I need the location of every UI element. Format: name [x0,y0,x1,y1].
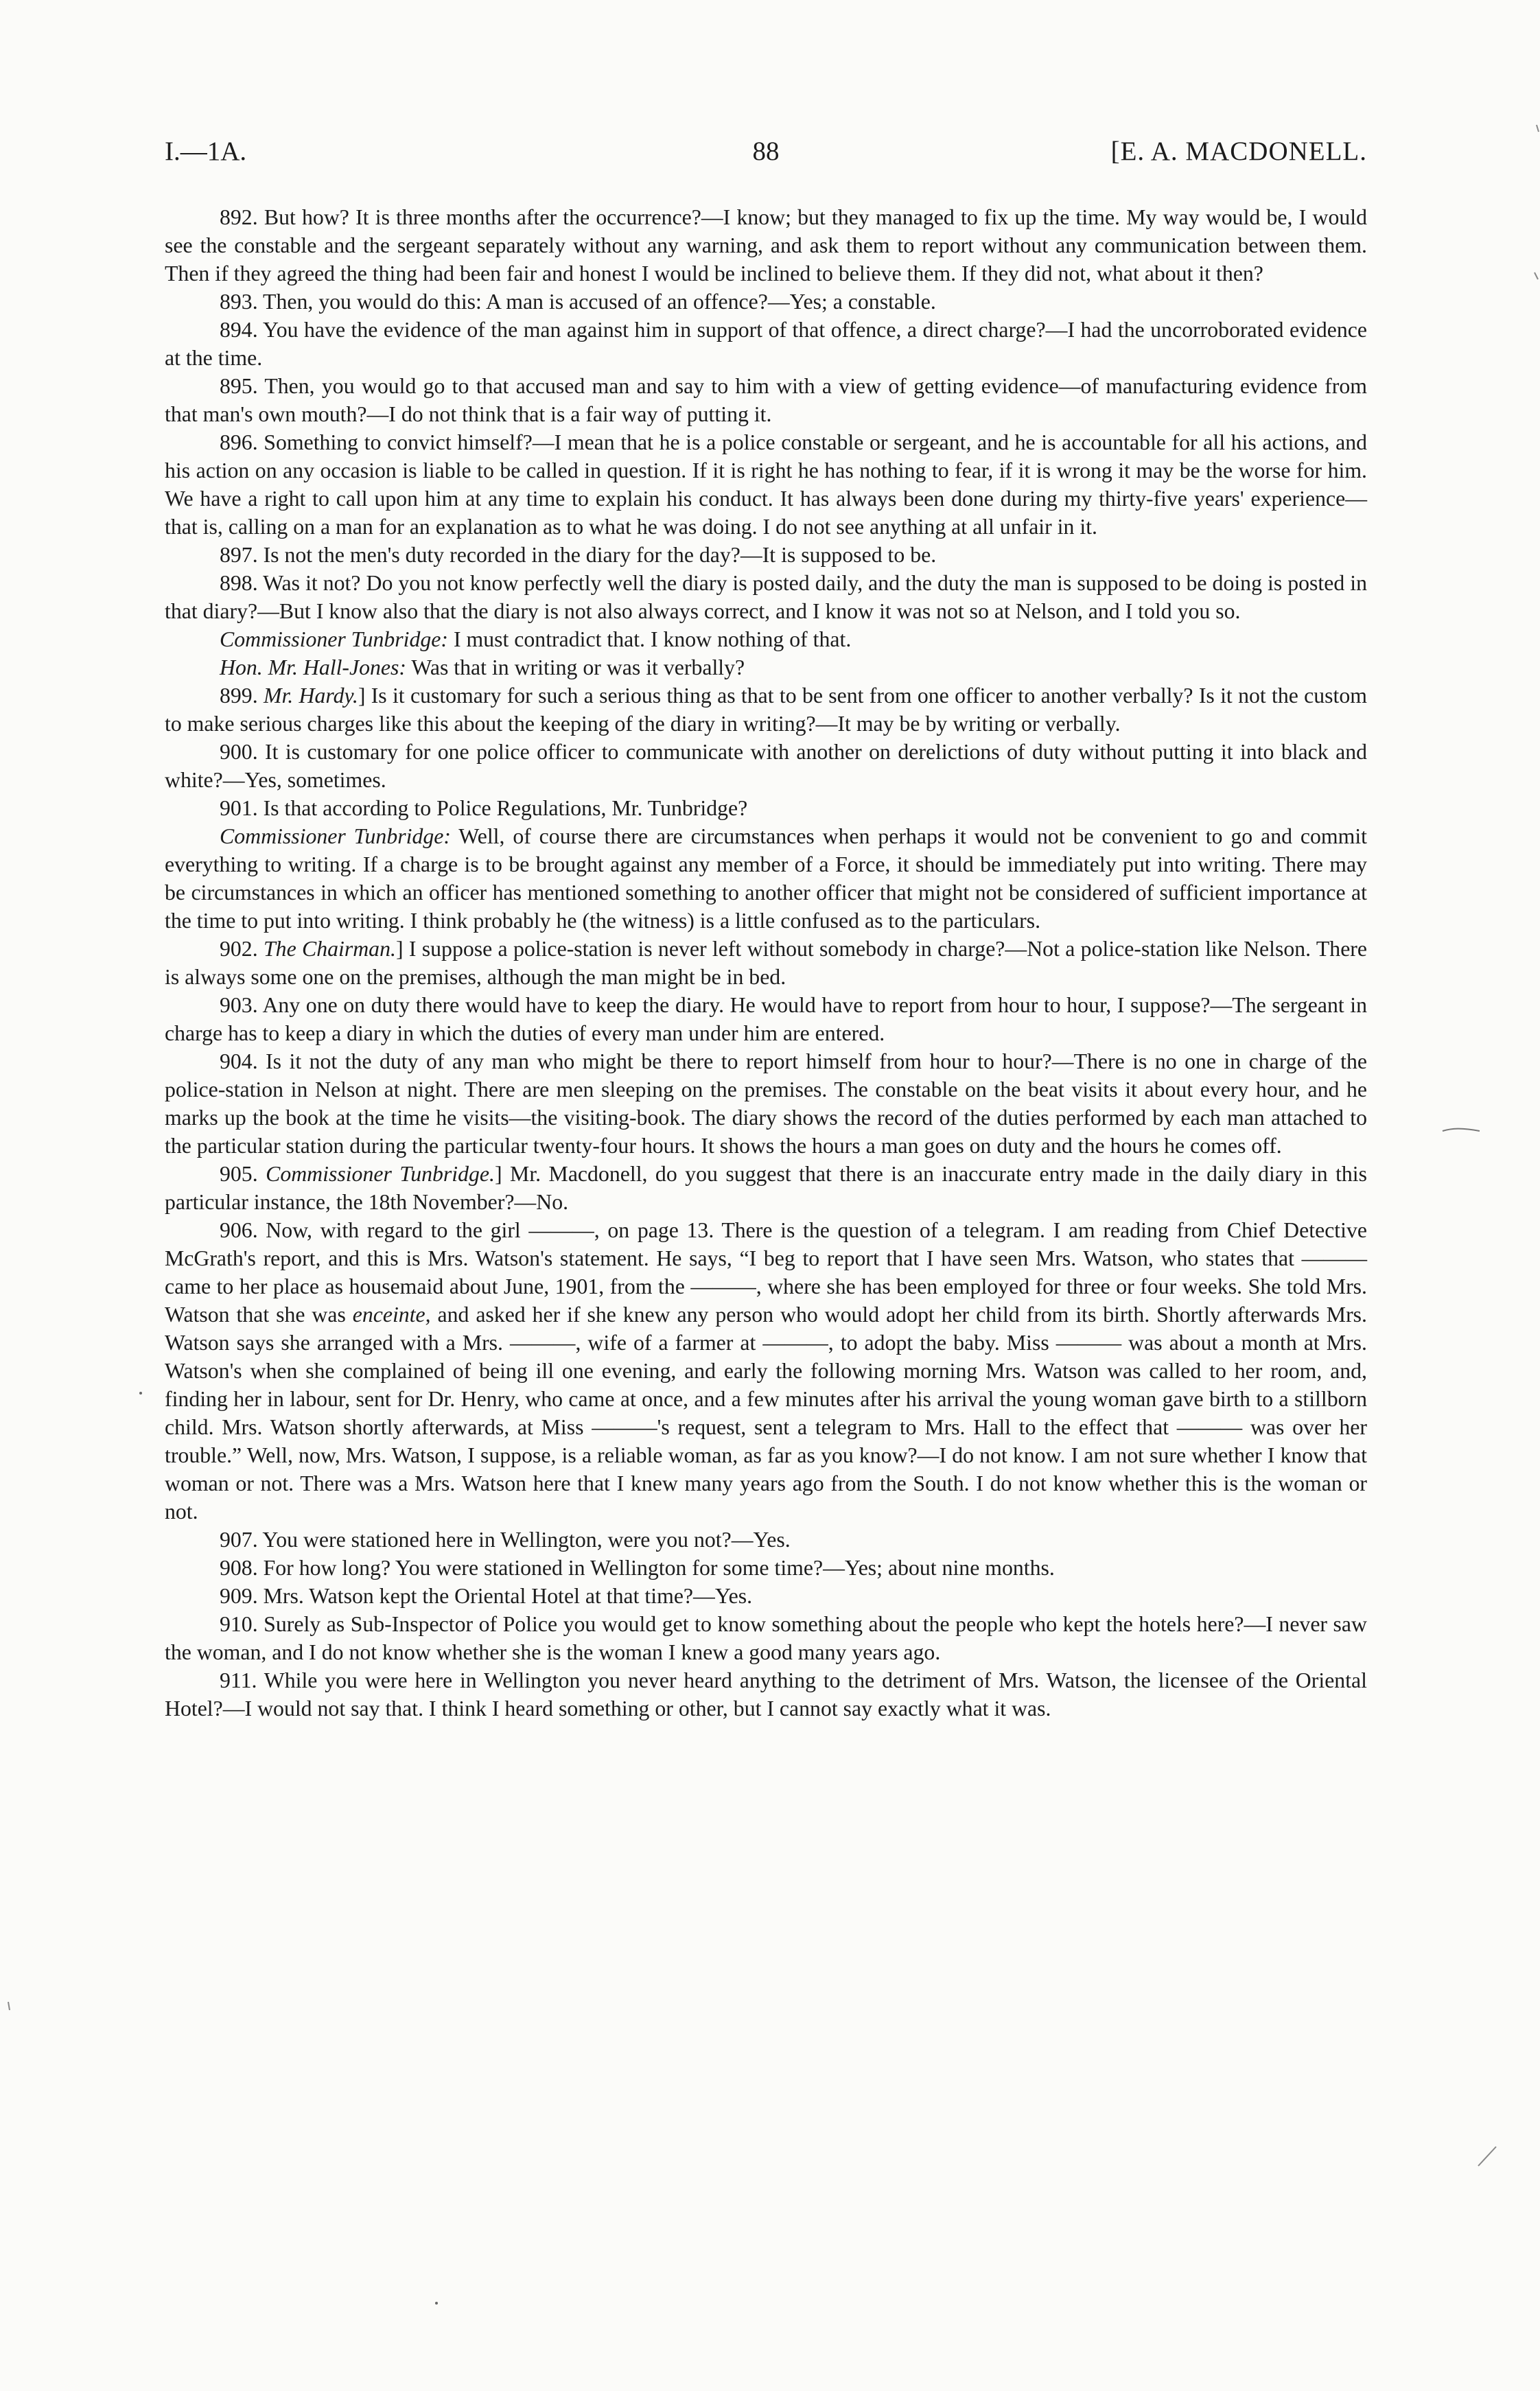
paragraph-text-continued: ] Mr. Macdonell, do you suggest that there is an inaccurate entry made in the daily diary in this particular instance, the 18th November?—No. [165,1162,1368,1214]
testimony-paragraph [165,569,1367,625]
scan-mark-left-2 [5,2001,12,2011]
testimony-paragraph [165,1160,1367,1216]
paragraph-text: 902. [220,937,264,961]
scan-mark-right-3 [1536,124,1540,135]
paragraph-text: 893. Then, you would do this: A man is accused of an offence?—Yes; a constable. [220,290,936,314]
parliamentary-paper-reference: I.—1A. [165,137,247,166]
paragraph-text: 904. Is it not the duty of any man who might be there to report himself from hour to hour?—There is no one in charge of the police-station in Nelson at night. There are men sleeping on the premises. The constable on the beat visits it about every hour, and he marks up the book at the time he visits—the visiting-book. The diary shows the record of the duties performed by each man attached to the particular station during the particular twenty-four hours. It shows the hours a man goes on duty and the hours he comes off. [165,1049,1367,1158]
speaker-or-emphasis: Commissioner Tunbridge. [266,1162,495,1186]
testimony-paragraph [165,935,1367,991]
paragraph-text: 911. While you were here in Wellington you never heard anything to the detriment of Mrs. Watson, the licensee of the Oriental Hotel?—I would not say that. I think I heard something or other, but I cannot say exactly what it was. [165,1668,1367,1721]
paragraph-text-continued: I must contradict that. I know nothing of that. [448,627,852,651]
testimony-paragraph [165,316,1367,372]
testimony-paragraph [165,738,1367,794]
paragraph-text-continued: and asked her if she knew any person who would adopt her child from its birth. Shortly afterwards Mrs. Watson says she arranged with a Mrs. ———, wife of a farmer at ———, to adopt the baby. Miss ——— was about a month at Mrs. Watson's when she complained of being ill one evening, and early the following morning Mrs. Watson was called to her room, and, finding her in labour, sent for Dr. Henry, who came at once, and a few minutes after his arrival the young woman gave birth to a stillborn child. Mrs. Watson shortly afterwards, at Miss ———'s request, sent a telegram to Mrs. Hall to the effect that ——— was over her trouble.” Well, now, Mrs. Watson, I suppose, is a reliable woman, as far as you know?—I do not know. I am not sure whether I know that woman or not. There was a Mrs. Watson here that I knew many years ago from the South. I do not know whether this is the woman or not. [165,1303,1367,1524]
testimony-paragraph [165,1554,1367,1582]
paragraph-text: 906. Now, with regard to the girl ———, on page 13. There is the question of a telegram. I am reading from Chief Detective McGrath's report, and this is Mrs. Watson's statement. He says, “I beg to report that I have seen Mrs. Watson, who states that ——— came to her place as housemaid about June, 1901, from the ———, where she has been employed for three or four weeks. She told Mrs. Watson that she was [165,1218,1367,1327]
paragraph-text-continued: Was that in writing or was it verbally? [406,655,745,679]
testimony-paragraph [165,1047,1367,1160]
paragraph-text: 896. Something to convict himself?—I mean that he is a police constable or sergeant, and he is accountable for all his actions, and his action on any occasion is liable to be called in question. If it is right he has nothing to fear, if it is wrong it may be the worse for him. We have a right to call upon him at any time to explain his conduct. It has always been done during my thirty-five years' experience—that is, calling on a man for an explanation as to what he was doing. I do not see anything at all unfair in it. [165,430,1367,539]
paragraph-text: 903. Any one on duty there would have to keep the diary. He would have to report from hour to hour, I suppose?—The sergeant in charge has to keep a diary in which the duties of every man under him are entered. [165,993,1367,1045]
paragraph-text: 907. You were stationed here in Wellington, were you not?—Yes. [220,1528,791,1552]
testimony-paragraph [165,288,1367,316]
speaker-or-emphasis: enceinte, [352,1303,431,1327]
scan-mark-bottom [432,2299,441,2307]
paragraph-text: 892. But how? It is three months after the occurrence?—I know; but they managed to fix up the time. My way would be, I would see the constable and the sergeant separately without any warning, and ask them to report without any communication between them. Then if they agreed the thing had been fair and honest I would be inclined to believe them. If they did not, what about it then? [165,205,1367,285]
paragraph-text-continued: ] I suppose a police-station is never left without somebody in charge?—Not a police-station like Nelson. There is always some one on the premises, although the man might be in bed. [165,937,1368,989]
testimony-paragraph [165,1582,1367,1610]
page-header [165,135,1367,169]
testimony-paragraph [165,203,1367,288]
document-body [165,203,1367,1723]
testimony-paragraph [165,991,1367,1047]
paragraph-text: 900. It is customary for one police officer to communicate with another on derelictions of duty without putting it into black and white?—Yes, sometimes. [165,740,1367,792]
paragraph-text: 898. Was it not? Do you not know perfectly well the diary is posted daily, and the duty the man is supposed to be doing is posted in that diary?—But I know also that the diary is not also always correct, and I know it was not so at Nelson, and I told you so. [165,571,1367,623]
paragraph-text: 897. Is not the men's duty recorded in the diary for the day?—It is supposed to be. [220,543,937,567]
paragraph-text: 899. [220,684,264,708]
scan-mark-right-4 [1534,271,1539,282]
scan-mark-right-2 [1475,2141,1503,2169]
testimony-paragraph [165,428,1367,541]
paragraph-text: 901. Is that according to Police Regulations, Mr. Tunbridge? [220,796,748,820]
testimony-paragraph [165,625,1367,653]
scan-mark-right-1 [1441,1125,1482,1135]
speaker-or-emphasis: Commissioner Tunbridge: [220,824,451,848]
speaker-or-emphasis: The Chairman. [263,937,396,961]
paragraph-text: 908. For how long? You were stationed in Wellington for some time?—Yes; about nine months. [220,1556,1055,1580]
paragraph-text: 905. [220,1162,266,1186]
testimony-paragraph [165,822,1367,935]
testimony-paragraph [165,681,1367,738]
speaker-or-emphasis: Commissioner Tunbridge: [220,627,449,651]
paragraph-text: 895. Then, you would go to that accused man and say to him with a view of getting evidence—of manufacturing evidence from that man's own mouth?—I do not think that is a fair way of putting it. [165,374,1367,426]
speaker-or-emphasis: Hon. Mr. Hall-Jones: [220,655,406,679]
testimony-paragraph [165,1610,1367,1666]
testimony-paragraph [165,1216,1367,1526]
paragraph-text-continued: ] Is it customary for such a serious thing as that to be sent from one officer to another verbally? Is it not the custom to make serious charges like this about the keeping of the diary in writing?—It may be by writing or verbally. [165,684,1368,736]
testimony-paragraph [165,1666,1367,1723]
paragraph-text: 910. Surely as Sub-Inspector of Police you would get to know something about the people who kept the hotels here?—I never saw the woman, and I do not know whether she is the woman I knew a good many years ago. [165,1612,1367,1664]
paragraph-text: 909. Mrs. Watson kept the Oriental Hotel at that time?—Yes. [220,1584,753,1608]
speaker-or-emphasis: Mr. Hardy. [263,684,358,708]
testimony-paragraph [165,653,1367,681]
testimony-paragraph [165,541,1367,569]
testimony-paragraph [165,1526,1367,1554]
testimony-paragraph [165,794,1367,822]
scan-mark-left-1 [137,1390,144,1397]
page-number: 88 [752,137,780,166]
witness-name: [E. A. MACDONELL. [1110,137,1367,166]
paragraph-text-continued: Well, of course there are circumstances when perhaps it would not be convenient to go and commit everything to writing. If a charge is to be brought against any member of a Force, it should be immediately put into writing. There may be circumstances in which an officer has mentioned something to another officer that might not be considered of sufficient importance at the time to put into writing. I think probably he (the witness) is a little confused as to the particulars. [165,824,1368,933]
paragraph-text: 894. You have the evidence of the man against him in support of that offence, a direct charge?—I had the uncorroborated evidence at the time. [165,318,1367,370]
testimony-paragraph [165,372,1367,428]
